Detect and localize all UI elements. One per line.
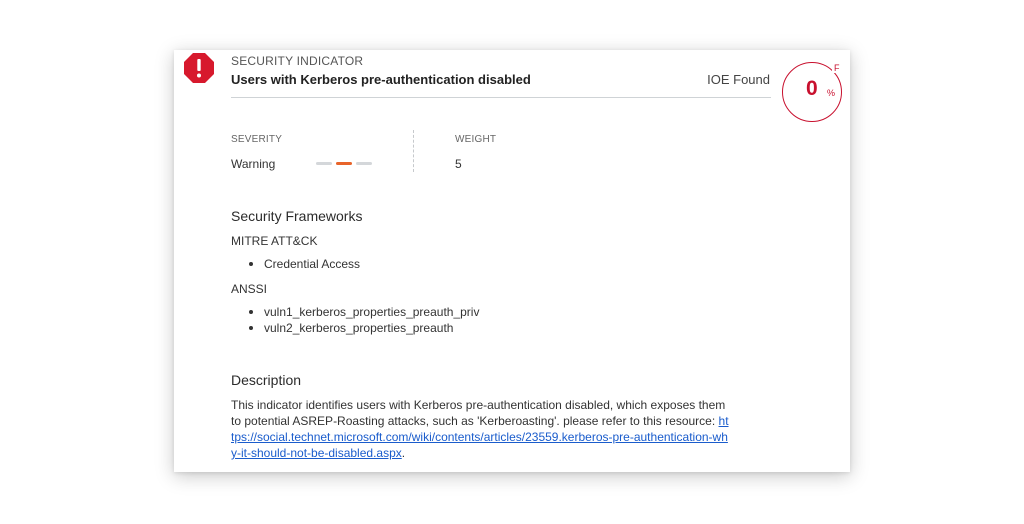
octagon-exclamation-icon (183, 52, 215, 84)
severity-segment (336, 162, 352, 165)
framework-entry: vuln1_kerberos_properties_preauth_priv (248, 304, 479, 320)
description-link-suffix: . (401, 446, 406, 460)
severity-segment (316, 162, 332, 165)
indicator-title: Users with Kerberos pre-authentication disabled (231, 72, 531, 87)
weight-value: 5 (455, 157, 462, 171)
severity-label: SEVERITY (231, 134, 283, 145)
meta-divider (413, 130, 414, 172)
description-text: This indicator identifies users with Kerberos pre-authentication disabled, which exposes them to potential ASREP-Roasting attacks, such as 'Kerberoasting'. please refer to this resource: (231, 398, 726, 428)
description-heading: Description (231, 372, 302, 388)
severity-meter (316, 162, 372, 165)
section-kicker: SECURITY INDICATOR (231, 54, 364, 68)
framework-name: ANSSI (231, 282, 268, 296)
framework-entry: vuln2_kerberos_properties_preauth (248, 320, 479, 336)
framework-entries (248, 304, 479, 336)
severity-segment (356, 162, 372, 165)
framework-entries (248, 256, 360, 272)
score-unit: % (827, 88, 836, 98)
header-divider (231, 97, 771, 98)
description-body (231, 397, 731, 461)
ioe-status: IOE Found (707, 72, 770, 87)
weight-label: WEIGHT (455, 134, 497, 145)
framework-entry: Credential Access (248, 256, 360, 272)
score-grade: F (834, 63, 840, 73)
framework-name: MITRE ATT&CK (231, 234, 318, 248)
score-value: 0 (806, 77, 818, 100)
severity-value: Warning (231, 157, 276, 171)
resource-link[interactable]: https://social.technet.microsoft.com/wiki/contents/articles/23559.kerberos-pre-authentication-why-it-should-not-be-disabled.aspx (231, 414, 729, 460)
frameworks-heading: Security Frameworks (231, 208, 363, 224)
